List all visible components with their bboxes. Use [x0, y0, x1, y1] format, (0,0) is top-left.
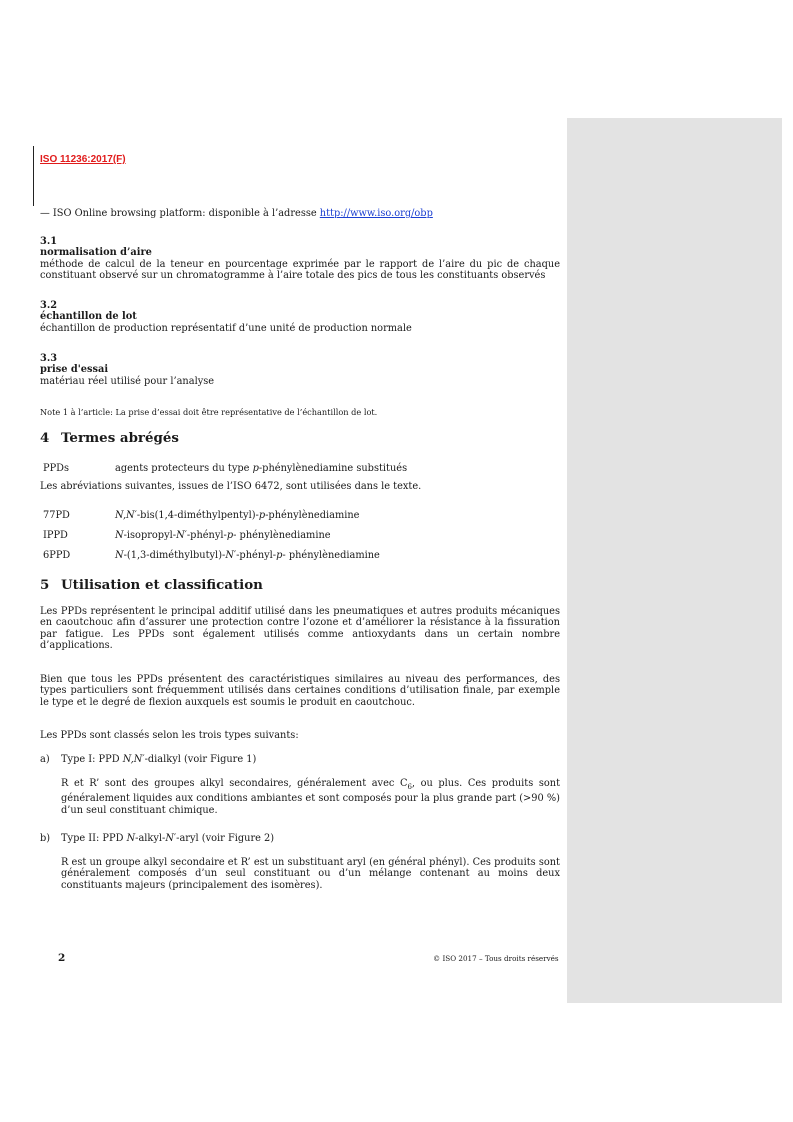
comment-pane: [567, 118, 782, 1003]
term-3-2: [40, 300, 560, 334]
section-5-paragraph-2: Bien que tous les PPDs présentent des caractéristiques similaires au niveau des performances, des types particuliers sont fréquemment utilisés dans certaines conditions d’utilisation finale, par exemple le type et le degré de flexion auxquels est soumis le produit en caoutchouc.: [40, 674, 560, 708]
document-id[interactable]: ISO 11236:2017(F): [40, 154, 126, 165]
section-4-heading: 4 Termes abrégés: [40, 430, 179, 446]
abbr-intro: Les abréviations suivantes, issues de l’ISO 6472, sont utilisées dans le texte.: [40, 481, 422, 492]
section-5-paragraph-1: Les PPDs représentent le principal additif utilisé dans les pneumatiques et autres produits mécaniques en caoutchouc afin d’assurer une protection contre l’ozone et d’améliorer la résistance à la fissuration par fatigue. Les PPDs sont également utilisés comme antioxydants dans un certain nombre d’applications.: [40, 606, 560, 651]
section-5-heading: 5 Utilisation et classification: [40, 577, 263, 593]
term-name: prise d'essai: [40, 364, 109, 376]
abbr-row-ippd: IPPD N-isopropyl-N′-phényl-p- phénylènediamine: [43, 530, 331, 541]
page-number: 2: [58, 952, 66, 964]
abbr-row-ppds: PPDs agents protecteurs du type p-phénylènediamine substitués: [43, 463, 408, 474]
term-name: normalisation d’aire: [40, 247, 152, 259]
term-definition: matériau réel utilisé pour l’analyse: [40, 375, 215, 387]
abbr-row-6ppd: 6PPD N-(1,3-diméthylbutyl)-N′-phényl-p- phénylènediamine: [43, 550, 380, 561]
term-definition: échantillon de production représentatif d’une unité de production normale: [40, 322, 412, 334]
list-item-a-description: R et R’ sont des groupes alkyl secondaires, généralement avec $C_6$, ou plus. Ces produits sont généralement liquides aux conditions ambiantes et sont composés pour la plus grande part (>90 %) d’un seul constituant chimique.: [61, 778, 561, 816]
term-definition: méthode de calcul de la teneur en pourcentage exprimée par le rapport de l’aire du pic de chaque constituant observé sur un chromatogramme à l’aire totale des pics de tous les constituants observés: [40, 258, 560, 281]
term-3-1: [40, 236, 560, 281]
abbr-row-77pd: 77PD N,N′-bis(1,4-diméthylpentyl)-p-phénylènediamine: [43, 510, 360, 521]
change-bar: [33, 146, 34, 206]
list-item-b-description: R est un groupe alkyl secondaire et R’ est un substituant aryl (en général phényl). Ces produits sont généralement composés d’un seul constituant ou d’un mélange contenant au moins deux constituants majeurs (principalement des isomères).: [61, 857, 560, 891]
online-browsing-line: — ISO Online browsing platform: disponible à l’adresse http://www.iso.org/obp: [40, 208, 433, 219]
obp-link[interactable]: http://www.iso.org/obp: [319, 208, 433, 219]
term-note: Note 1 à l’article: La prise d’essai doit être représentative de l’échantillon de lot.: [40, 407, 378, 417]
term-number: 3.3: [40, 353, 58, 364]
section-5-paragraph-3: Les PPDs sont classés selon les trois types suivants:: [40, 730, 299, 741]
list-item-a: a) Type I: PPD N,N′-dialkyl (voir Figure 1): [40, 754, 257, 765]
copyright-notice: © ISO 2017 – Tous droits réservés: [433, 954, 559, 963]
term-number: 3.1: [40, 236, 58, 247]
term-name: échantillon de lot: [40, 311, 137, 323]
term-3-3: [40, 353, 560, 387]
term-number: 3.2: [40, 300, 58, 311]
list-item-b: b) Type II: PPD N-alkyl-N′-aryl (voir Figure 2): [40, 833, 275, 844]
